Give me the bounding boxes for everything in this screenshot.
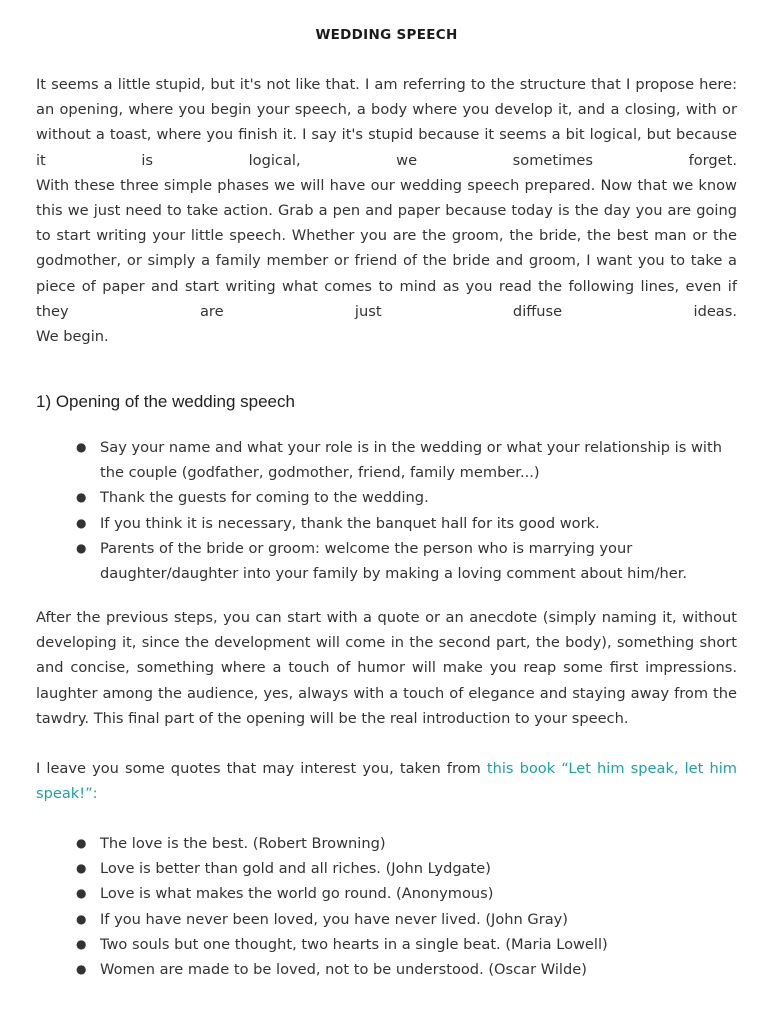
- list-item: [36, 831, 737, 856]
- book-link[interactable]: this book “Let him speak, let him speak!”:: [36, 760, 737, 803]
- bullet-icon: ●: [76, 540, 87, 555]
- quote-text: Two souls but one thought, two hearts in a single beat. (Maria Lowell): [100, 935, 608, 953]
- intro-line: It seems a little stupid, but it's not like that. I am referring to the structure that I propose here:: [36, 76, 737, 93]
- bullet-icon: ●: [76, 936, 87, 951]
- intro-line: an opening, where you begin your speech, a body where you develop it, and a closing, with or: [36, 101, 737, 119]
- intro-line: without a toast, where you finish it. I say it's stupid because it seems a bit logical, but because: [36, 126, 737, 144]
- bullet-icon: ●: [76, 911, 87, 926]
- list-item: [36, 536, 737, 586]
- intro-line: this we just need to take action. Grab a pen and paper because today is the day you are going: [36, 202, 737, 220]
- list-item: [36, 435, 737, 485]
- intro-line: godmother, or simply a family member or friend of the bride and groom, I want you to take a: [36, 252, 737, 270]
- list-item: [36, 957, 737, 982]
- quotes-intro-text: I leave you some quotes that may interest you, taken from: [36, 760, 487, 777]
- quote-text: Love is what makes the world go round. (Anonymous): [100, 885, 494, 903]
- quote-text: Love is better than gold and all riches. (John Lydgate): [100, 860, 491, 878]
- list-item: [36, 881, 737, 906]
- quotes-list: [36, 831, 737, 982]
- list-item: [36, 856, 737, 881]
- section-heading: 1) Opening of the wedding speech: [36, 392, 295, 411]
- bullet-icon: ●: [76, 962, 87, 977]
- list-item: [36, 485, 737, 510]
- list-item: [36, 511, 737, 536]
- bullet-icon: ●: [76, 861, 87, 876]
- list-item: [36, 907, 737, 932]
- intro-line: to start writing your little speech. Whether you are the groom, the bride, the best man or the: [36, 227, 737, 245]
- bullet-icon: ●: [76, 490, 87, 505]
- opening-paragraph: After the previous steps, you can start with a quote or an anecdote (simply naming it, without developing it, since the development will come in the second part, the body), something short and concise, something where a touch of humor will make you reap some first impressions. laughter among the audience, yes, always with a touch of elegance and staying away from the tawdry. This final part of the opening will be the real introduction to your speech.: [36, 609, 737, 727]
- opening-steps-list: [36, 435, 737, 586]
- intro-line: With these three simple phases we will have our wedding speech prepared. Now that we know: [36, 176, 737, 194]
- list-item-text: Parents of the bride or groom: welcome the person who is marrying your daughter/daughter into your family by making a loving comment about him/her.: [100, 539, 688, 583]
- bullet-icon: ●: [76, 886, 87, 901]
- intro-line: they are just diffuse ideas.: [36, 302, 737, 320]
- list-item: [36, 932, 737, 957]
- bullet-icon: ●: [76, 515, 87, 530]
- intro-line: piece of paper and start writing what comes to mind as you read the following lines, even if: [36, 277, 737, 295]
- document-title: WEDDING SPEECH: [315, 27, 458, 43]
- quote-text: The love is the best. (Robert Browning): [100, 835, 386, 852]
- list-item-text: Say your name and what your role is in the wedding or what your relationship is with the couple (godfather, godmother, friend, family member...): [100, 439, 722, 482]
- bullet-icon: ●: [76, 440, 87, 454]
- intro-line: it is logical, we sometimes forget.: [36, 151, 737, 169]
- list-item-text: Thank the guests for coming to the wedding.: [100, 489, 429, 507]
- quotes-intro-paragraph: [36, 756, 737, 806]
- bullet-icon: ●: [76, 836, 87, 850]
- quote-text: Women are made to be loved, not to be understood. (Oscar Wilde): [100, 961, 587, 979]
- list-item-text: If you think it is necessary, thank the banquet hall for its good work.: [100, 514, 600, 532]
- quote-text: If you have never been loved, you have never lived. (John Gray): [100, 910, 569, 928]
- intro-paragraph: [36, 72, 737, 349]
- intro-line: We begin.: [36, 328, 109, 346]
